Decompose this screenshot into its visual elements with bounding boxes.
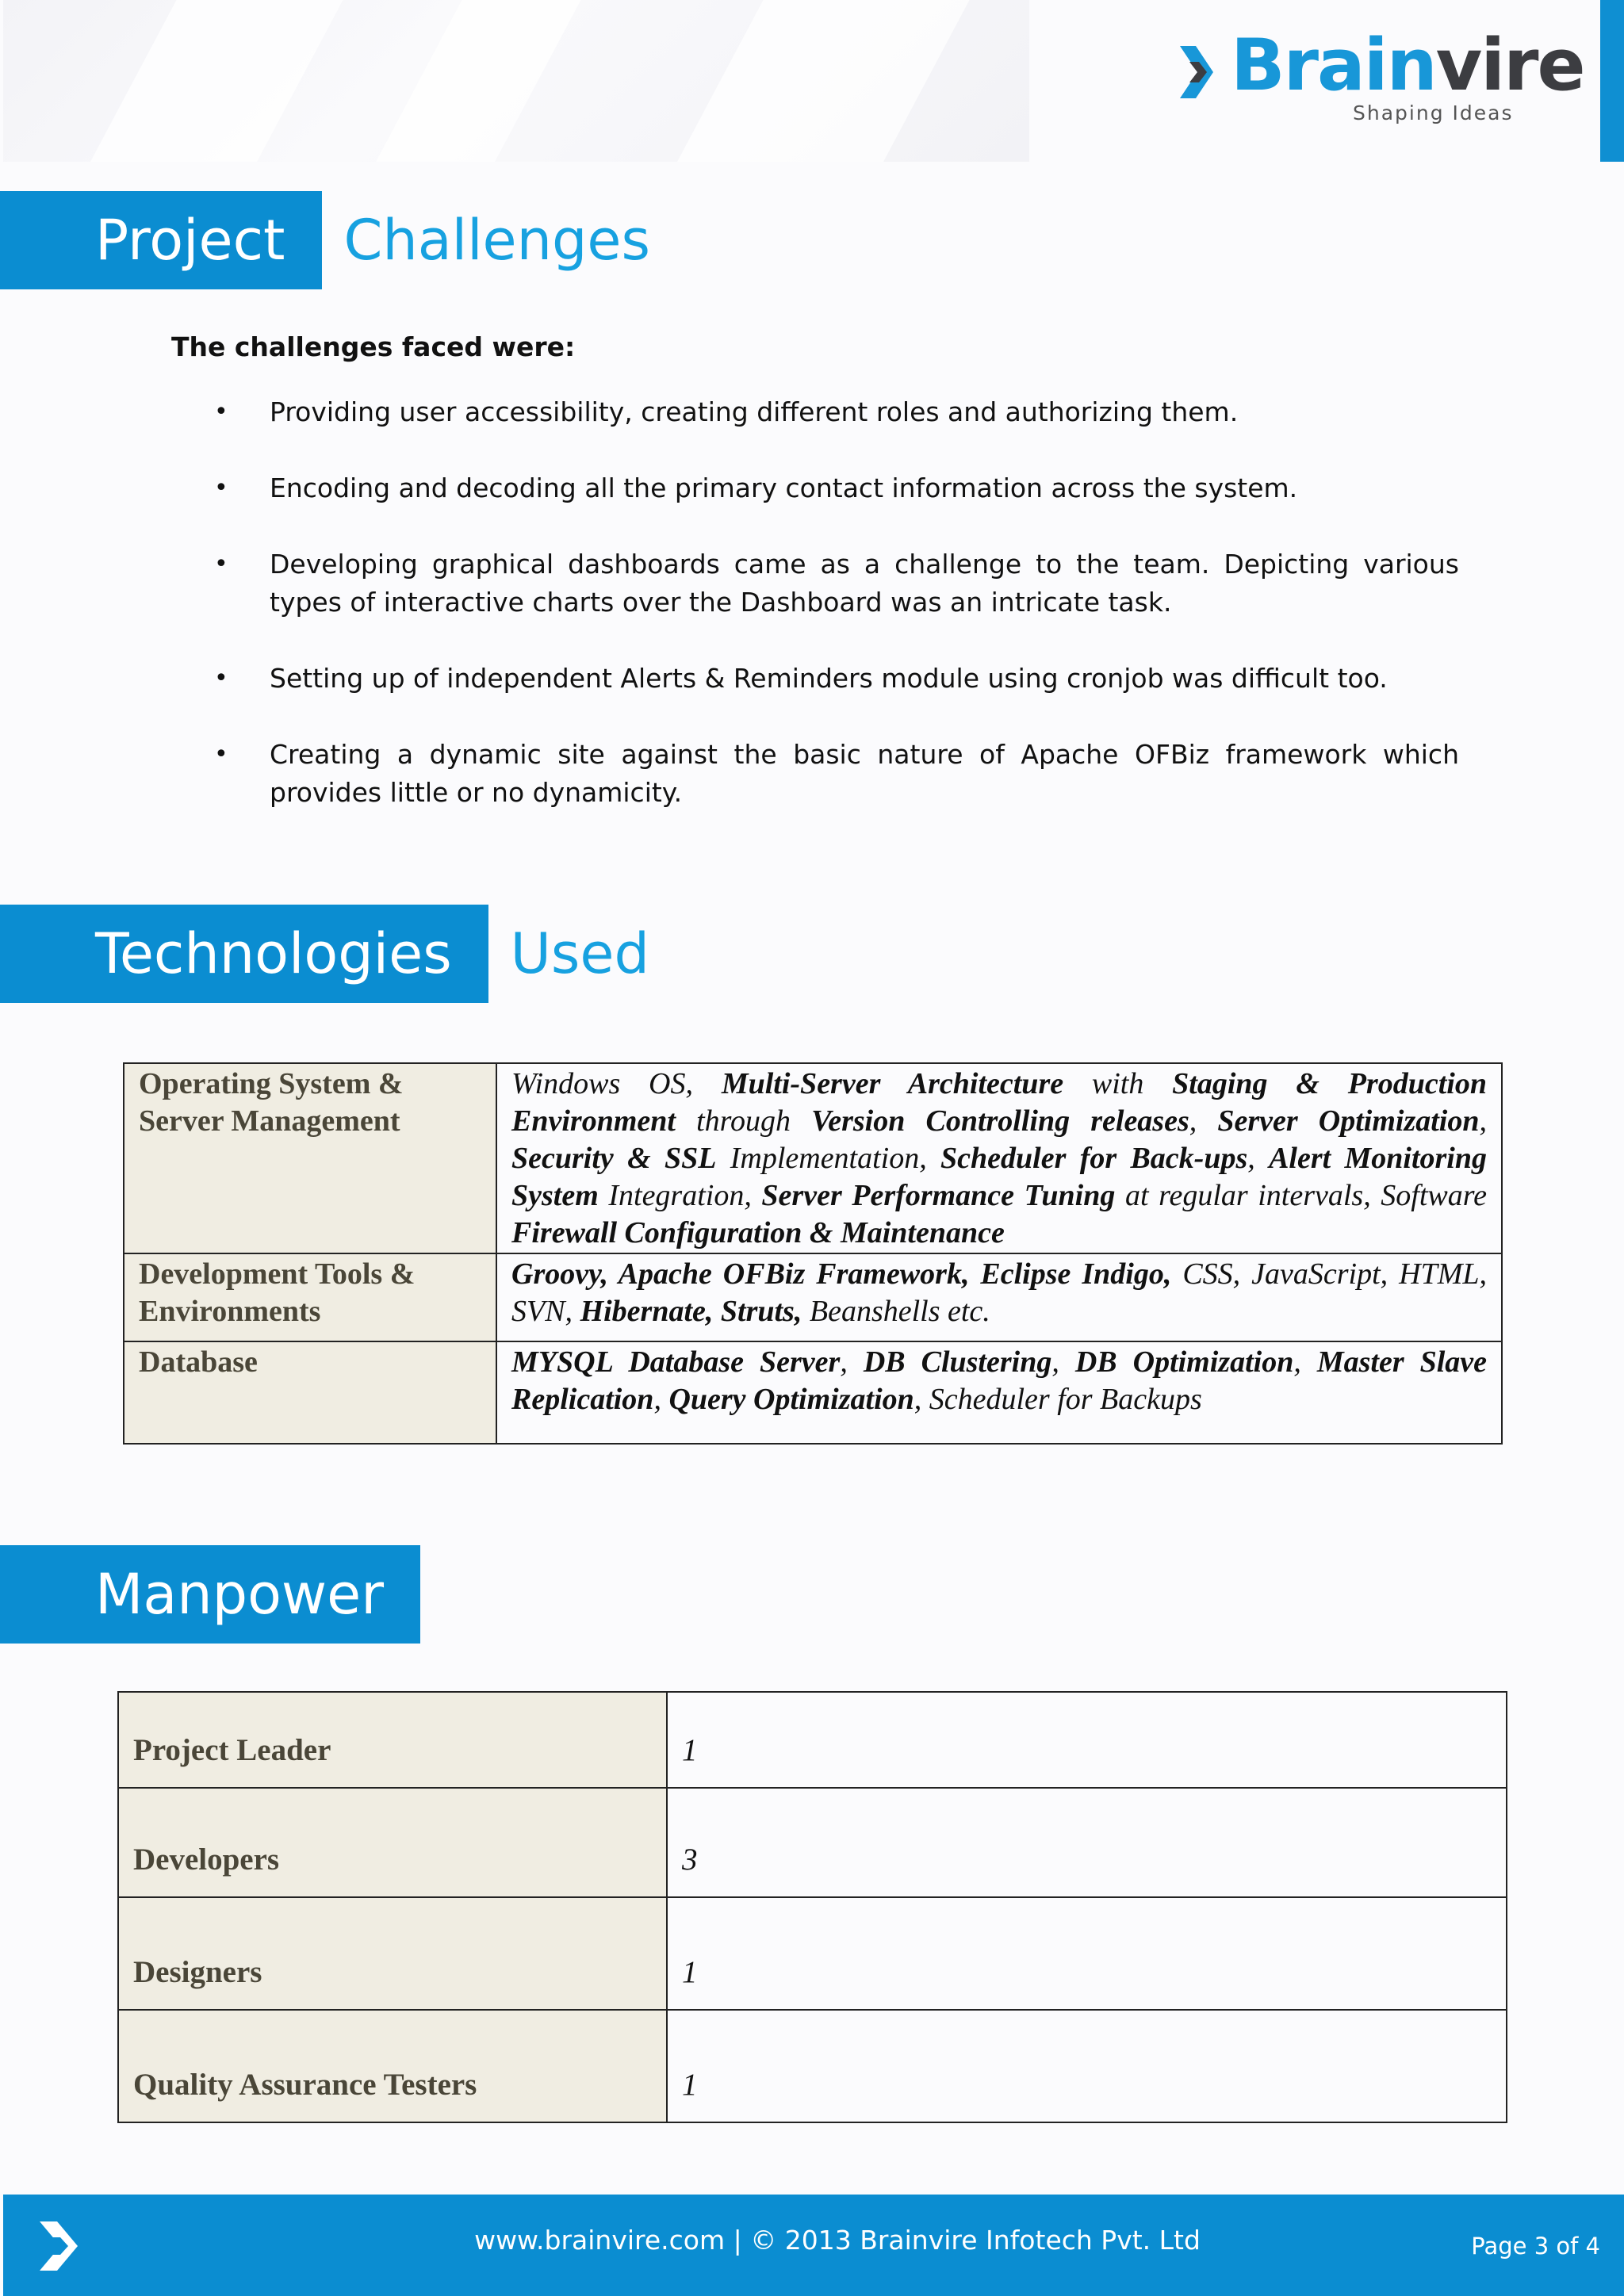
tech-term: with <box>1063 1067 1173 1100</box>
list-item <box>214 660 1459 698</box>
challenges-heading <box>0 191 650 289</box>
tech-term: , <box>840 1345 864 1379</box>
bullet: • <box>214 740 228 768</box>
bullet: • <box>214 474 228 502</box>
tech-details <box>496 1253 1502 1341</box>
technologies-heading-rest: Used <box>510 921 649 986</box>
manpower-role: Developers <box>118 1788 667 1897</box>
tech-term-bold: Groovy, Apache OFBiz Framework, Eclipse Indigo, <box>511 1257 1172 1291</box>
tech-term: , <box>1247 1142 1270 1175</box>
list-item <box>214 545 1459 622</box>
table-row <box>118 1788 1507 1897</box>
tech-term: , <box>1189 1104 1218 1138</box>
list-item-text: Developing graphical dashboards came as a challenge to the team. Depicting various types of interactive charts over the Dashboard was an intricate task. <box>270 549 1459 618</box>
table-row <box>124 1253 1502 1341</box>
bullet: • <box>214 664 228 692</box>
tech-category: Operating System & Server Management <box>124 1063 496 1253</box>
bullet: • <box>214 398 228 426</box>
tech-term-bold: Scheduler for Back-ups <box>940 1142 1248 1175</box>
brand-logo <box>1178 24 1591 132</box>
challenges-intro: The challenges faced were: <box>171 331 576 362</box>
footer-text: www.brainvire.com | © 2013 Brainvire Infotech Pvt. Ltd <box>474 2225 1201 2256</box>
tech-term-bold: Staging & Production Environment <box>511 1067 1487 1138</box>
tech-term-bold: Hibernate, Struts, <box>580 1295 802 1328</box>
manpower-count: 1 <box>667 1897 1507 2010</box>
bullet: • <box>214 550 228 578</box>
list-item-text: Setting up of independent Alerts & Reminders module using cronjob was difficult too. <box>270 663 1388 694</box>
list-item <box>214 469 1459 507</box>
tech-category: Development Tools & Environments <box>124 1253 496 1341</box>
tech-term: Beanshells etc. <box>802 1295 990 1328</box>
tech-term-bold: Firewall Configuration & Maintenance <box>511 1216 1005 1249</box>
manpower-role: Quality Assurance Testers <box>118 2010 667 2122</box>
list-item-text: Encoding and decoding all the primary contact information across the system. <box>270 473 1298 503</box>
manpower-count: 1 <box>667 1692 1507 1788</box>
tech-term-bold: MYSQL Database Server <box>511 1345 841 1379</box>
tech-term: at regular intervals, Software <box>1115 1179 1487 1212</box>
tech-term: , <box>653 1383 669 1416</box>
tech-term-bold: Multi-Server Architecture <box>721 1067 1064 1100</box>
brand-wordmark <box>1231 24 1584 107</box>
tech-term-bold: Master Slave Replication <box>511 1345 1488 1416</box>
challenges-heading-rest: Challenges <box>343 208 650 273</box>
table-row <box>124 1341 1502 1444</box>
challenges-list <box>214 393 1459 850</box>
table-row <box>118 1897 1507 2010</box>
table-row <box>118 2010 1507 2122</box>
manpower-count: 3 <box>667 1788 1507 1897</box>
tech-category: Database <box>124 1341 496 1444</box>
tech-term-bold: Query Optimization <box>668 1383 914 1416</box>
manpower-heading-box: Manpower <box>0 1545 420 1644</box>
manpower-count: 1 <box>667 2010 1507 2122</box>
tech-details <box>496 1063 1502 1253</box>
tech-term-bold: Server Performance Tuning <box>761 1179 1116 1212</box>
page-number: Page 3 of 4 <box>1471 2233 1600 2260</box>
tech-term: through <box>675 1104 812 1138</box>
tech-term-bold: Alert Monitoring System <box>511 1142 1488 1212</box>
tech-term-bold: Version Controlling releases <box>811 1104 1189 1138</box>
tech-term: , <box>1051 1345 1075 1379</box>
brand-chevron-icon <box>1178 44 1220 100</box>
tech-term: , <box>1293 1345 1317 1379</box>
technologies-heading-box: Technologies <box>0 905 488 1003</box>
technologies-table <box>123 1062 1503 1445</box>
tech-term: CSS, JavaScript, HTML, SVN, <box>511 1257 1487 1328</box>
manpower-role: Project Leader <box>118 1692 667 1788</box>
manpower-heading <box>0 1545 420 1644</box>
tech-term-bold: DB Clustering <box>863 1345 1052 1379</box>
list-item-text: Creating a dynamic site against the basic nature of Apache OFBiz framework which provides little or no dynamicity. <box>270 739 1459 808</box>
list-item <box>214 736 1459 812</box>
tech-term: Integration, <box>598 1179 762 1212</box>
tech-term: Implementation, <box>716 1142 941 1175</box>
header-background <box>3 0 1029 162</box>
challenges-heading-box: Project <box>0 191 322 289</box>
table-row <box>124 1063 1502 1253</box>
tech-term: , <box>1479 1104 1487 1138</box>
brand-tagline: Shaping Ideas <box>1353 101 1514 124</box>
manpower-table <box>117 1691 1507 2123</box>
page-footer <box>3 2195 1624 2296</box>
technologies-heading <box>0 905 649 1003</box>
brand-name-part1: Brain <box>1231 24 1436 107</box>
tech-term: , Scheduler for Backups <box>914 1383 1202 1416</box>
tech-term: Windows OS, <box>511 1067 722 1100</box>
list-item-text: Providing user accessibility, creating different roles and authorizing them. <box>270 396 1239 427</box>
header-accent-bar <box>1600 0 1624 162</box>
tech-term-bold: Server Optimization <box>1217 1104 1480 1138</box>
manpower-role: Designers <box>118 1897 667 2010</box>
table-row <box>118 1692 1507 1788</box>
tech-details <box>496 1341 1502 1444</box>
brand-name-part2: vire <box>1435 24 1584 107</box>
list-item <box>214 393 1459 431</box>
tech-term-bold: DB Optimization <box>1074 1345 1294 1379</box>
tech-term-bold: Security & SSL <box>511 1142 717 1175</box>
